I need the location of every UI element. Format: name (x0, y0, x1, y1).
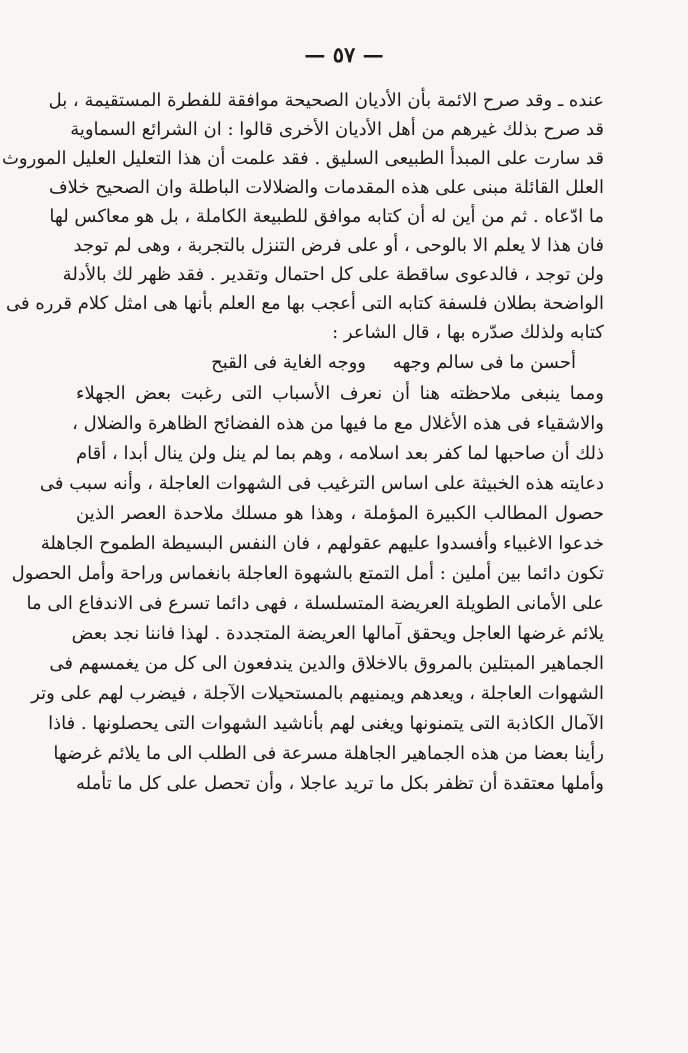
text-line: الشهوات العاجلة ، ويعدهم ويمنيهم بالمستحيلات الآجلة ، فيضرب لهم على وتر (31, 683, 604, 704)
text-line: الجماهير المبتلين بالمروق بالاخلاق والدين يندفعون الى كل من يغمسهم فى (49, 653, 604, 674)
text-line: فان هذا لا يعلم الا بالوحى ، أو على فرض التنزل بالتجربة ، وهى لم توجد (73, 235, 604, 256)
text-line: قد سارت على المبدأ الطبيعى السليق . فقد علمت أن هذا التعليل العليل الموروث (1, 148, 604, 169)
text-line: ومما ينبغى ملاحظته هنا أن نعرف الأسباب التى رغبت بعض الجهلاء (76, 383, 604, 404)
text-line: رأينا بعضا من هذه الجماهير الجاهلة مسرعة فى الطلب الى ما يلائم غرضها (53, 743, 604, 764)
text-line: ولن توجد ، فالدعوى ساقطة على كل احتمال وتقدير . فقد ظهر لك بالأدلة (62, 264, 604, 285)
text-line: خدعوا الاغبياء وأفسدوا عليهم عقولهم ، فان النفس البسيطة الطموح الجاهلة (40, 533, 604, 554)
text-line: الواضحة بطلان فلسفة كتابه التى أعجب بها مع العلم بأنها هى امثل كلام قرره فى (6, 293, 604, 314)
text-line: الآمال الكاذبة التى يتمنونها ويغنى لهم بأناشيد الشهوات التى يحصلونها . فاذا (48, 713, 604, 734)
verse-second-hemistich: ووجه الغاية فى القبح (211, 352, 366, 373)
text-line: عنده ـ وقد صرح الائمة بأن الأديان الصحيحة موافقة للفطرة المستقيمة ، بل (48, 90, 604, 111)
text-line: ما ادّعاه . ثم من أين له أن كتابه موافق للطبيعة الكاملة ، بل هو معاكس لها (49, 206, 604, 227)
page-number: — ٥٧ — (304, 42, 384, 67)
verse-first-hemistich: أحسن ما فى سالم وجهه (392, 352, 576, 373)
text-line: يلائم غرضها العاجل ويحقق آمالها العريضة المتجددة . لهذا فاننا نجد بعض (71, 623, 604, 644)
text-line: قد صرح بذلك غيرهم من أهل الأديان الأخرى قالوا : ان الشرائع السماوية (70, 119, 604, 140)
text-line: على الأمانى الطويلة العريضة المتسلسلة ، فهى دائما تسرع فى الاندفاع الى ما (26, 593, 604, 614)
text-line: وأملها معتقدة أن تظفر بكل ما تريد عاجلا ، وأن تحصل على كل ما تأمله (76, 773, 604, 794)
text-line: كتابه ولذلك صدّره بها ، قال الشاعر : (332, 322, 604, 343)
text-line: تكون دائما بين أملين : أمل التمتع بالشهوة العاجلة بانغماس وراحة وأمل الحصول (11, 563, 604, 584)
text-line: دعايته هذه الخبيثة على اساس الترغيب فى الشهوات العاجلة ، وأنه سبب فى (39, 473, 604, 494)
text-line: حصول المطالب الكبيرة المؤملة ، وهذا هو مسلك ملاحدة العصر الذين (76, 503, 604, 524)
text-line: العلل القائلة مبنى على هذه المقدمات والضلالات الباطلة وان الصحيح خلاف (48, 177, 604, 198)
text-line: والاشقياء فى هذه الأغلال مع ما فيها من هذه الفضائح الظاهرة والضلال ، (72, 413, 604, 434)
text-line: ذلك أن صاحبها لما كفر بعد اسلامه ، وهم بما لم ينل ولن ينال أبدا ، أقام (76, 443, 604, 464)
